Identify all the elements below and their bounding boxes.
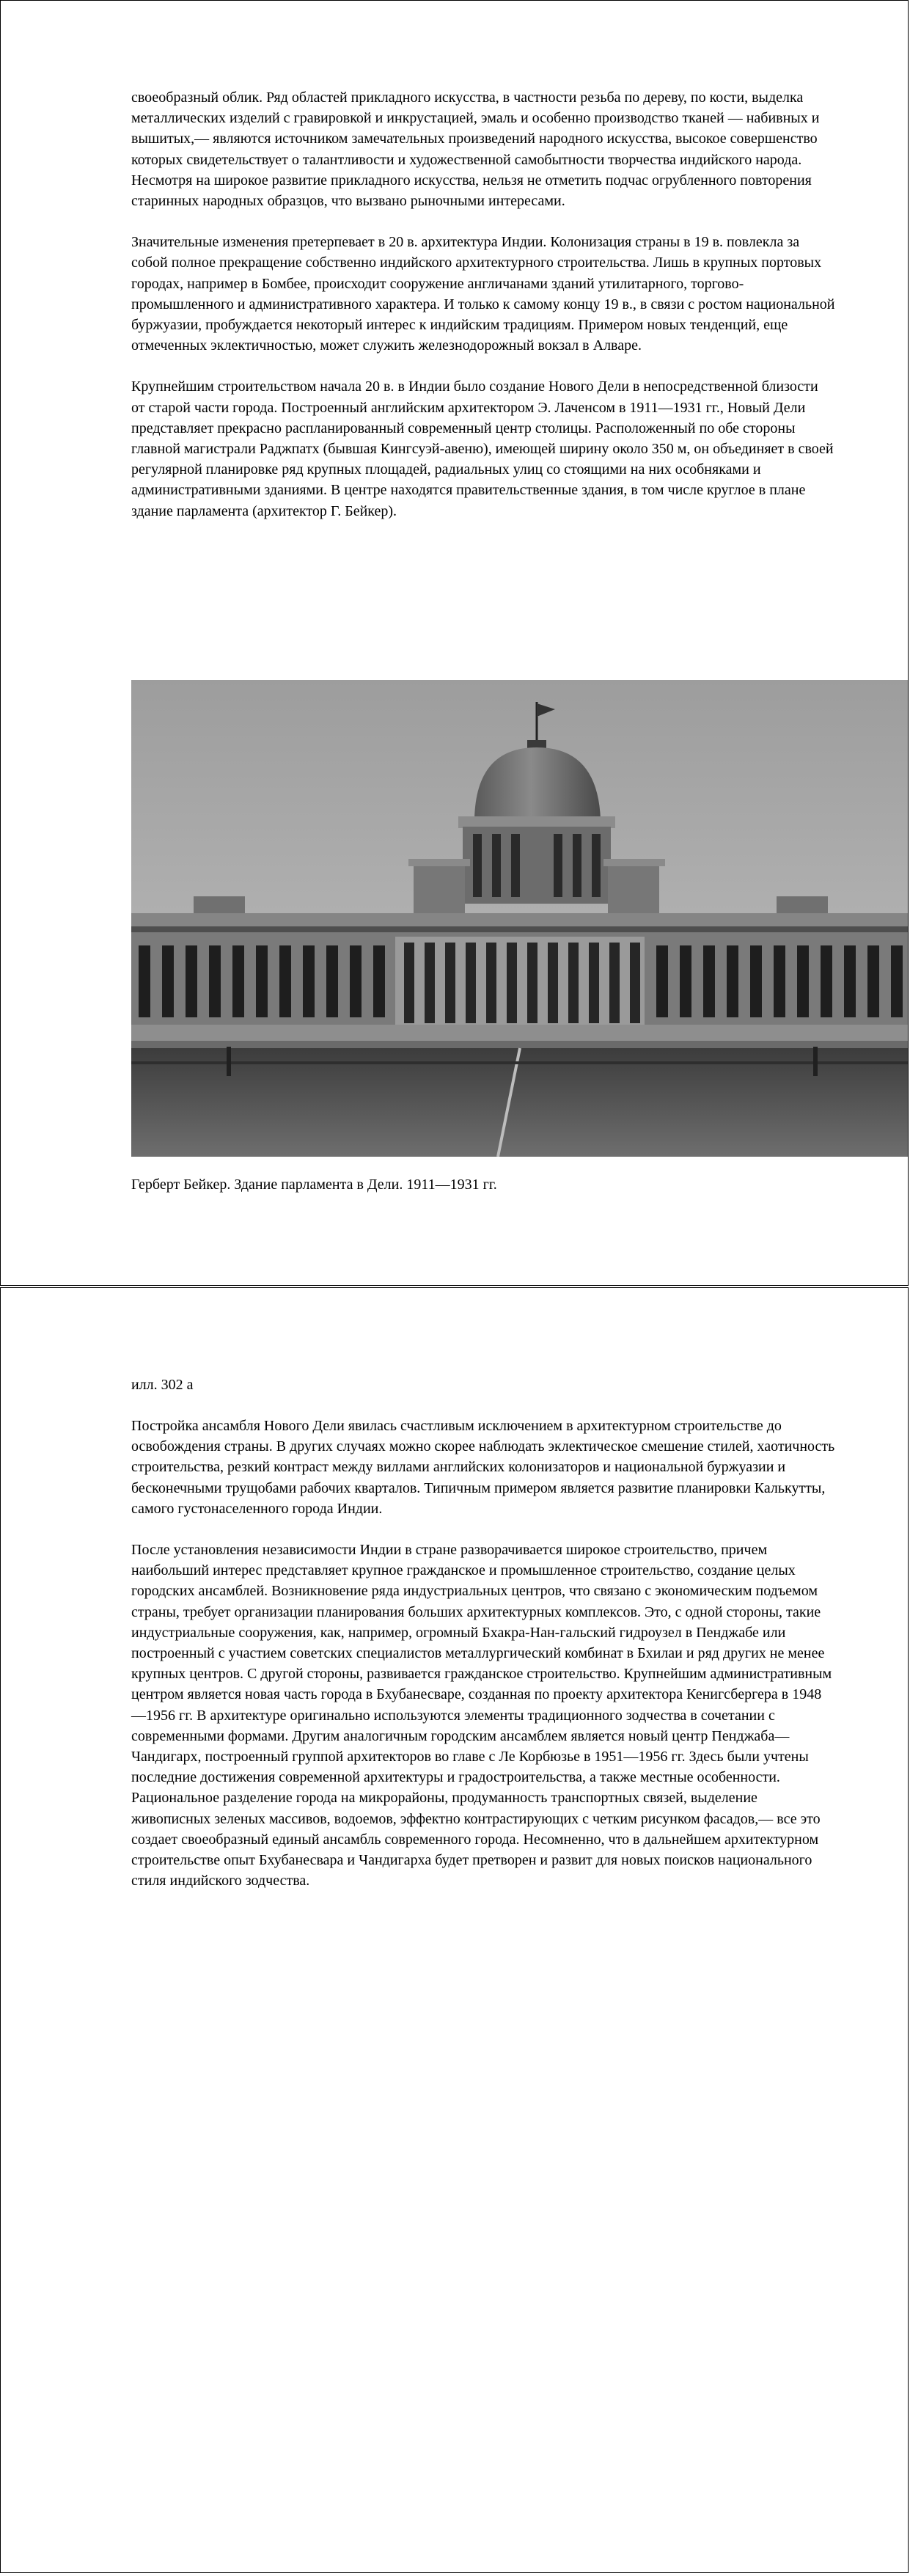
paragraph: Значительные изменения претерпевает в 20 в. архитектура Индии. Колонизация страны в 19 в. повлекла за собой полное прекращение собственно индийского архитектурного строительства. Лишь в крупных портовых городах, например в Бомбее, происходит сооружение англичанами зданий утилитарного, торгово-промышленного и административного характера. И только к самому концу 19 в., в связи с ростом национальной буржуазии, пробуждается некоторый интерес к индийским традициям. Примером новых тенденций, еще отмеченных эклектичностью, может служить железнодорожный вокзал в Алваре. (131, 234, 835, 354)
paragraph: Крупнейшим строительством начала 20 в. в Индии было создание Нового Дели в непосредственной близости от старой части города. Построенный английским архитектором Э. Лаченсом в 1911—1931 гг., Новый Дели представляет прекрасно распланированный современный центр столицы. Расположенный по обе стороны главной магистрали Раджпатх (бывшая Кингсуэй-авеню), имеющей ширину около 350 м, он объединяет в своей регулярной планировке ряд крупных площадей, радиальных улиц со стоящими на них особняками и административными зданиями. В центре находятся правительственные здания, в том числе круглое в плане здание парламента (архитектор Г. Бейкер). (131, 378, 834, 519)
document-page-2 (0, 1287, 909, 2573)
paragraph: своеобразный облик. Ряд областей прикладного искусства, в частности резьба по дереву, по кости, выделка металлических изделий с гравировкой и инкрустацией, эмаль и особенно производство тканей — набивных и вышитых,— являются источником замечательных произведений народного искусства, высокое совершенство которых свидетельствует о талантливости и художественной самобытности творчества индийского народа. Несмотря на широкое развитие прикладного искусства, нельзя не отметить подчас огрубленного повторения старинных народных образцов, что вызвано рыночными интересами. (131, 89, 820, 210)
paragraph: После установления независимости Индии в стране разворачивается широкое строительство, причем наибольший интерес представляет крупное гражданское и промышленное строительство, создание целых городских ансамблей. Возникновение ряда индустриальных центров, что связано с экономическим подъемом страны, требует организации планирования больших архитектурных комплексов. Это, с одной стороны, такие индустриальные сооружения, как, например, огромный Бхакра-Нан-гальский гидроузел в Пенджабе или построенный с участием советских специалистов металлургический комбинат в Бхилаи и ряд других не менее крупных центров. С другой стороны, развивается гражданское строительство. Крупнейшим административным центром является новая часть города в Бхубанесваре, созданная по проекту архитектора Кенигсбергера в 1948—1956 гг. В архитектуре оригинально используются элементы традиционного зодчества в сочетании с современными формами. Другим аналогичным городским ансамблем является новый центр Пенджаба— Чандигарх, построенный группой архитекторов во главе с Ле Корбюзье в 1951—1956 гг. Здесь были учтены последние достижения современной архитектуры и градостроительства, а также местные особенности. Рациональное разделение города на микрорайоны, продуманность транспортных связей, выделение живописных зеленых массивов, водоемов, эффектно контрастирующих с четким рисунком фасадов,— все это создает своеобразный единый ансамбль современного города. Несомненно, что в дальнейшем архитектурном строительстве опыт Бхубанесвара и Чандигарха будет претворен и развит для новых поисков национального стиля индийского зодчества. (131, 1542, 832, 1889)
photo-caption: Герберт Бейкер. Здание парламента в Дели. 1911—1931 гг. (131, 1177, 497, 1193)
illustration-label: илл. 302 а (131, 1377, 194, 1393)
page2-body-text (131, 1416, 835, 1911)
document-page-1 (0, 0, 909, 1286)
page1-body-text (131, 87, 835, 542)
paragraph: Постройка ансамбля Нового Дели явилась счастливым исключением в архитектурном строительстве до освобождения страны. В других случаях можно скорее наблюдать эклектическое смешение стилей, хаотичность строительства, резкий контраст между виллами английских колонизаторов и национальной буржуазии и бесконечными трущобами рабочих кварталов. Типичным примером является развитие планировки Калькутты, самого густонаселенного города Индии. (131, 1418, 835, 1517)
parliament-building-photo (131, 680, 909, 1157)
